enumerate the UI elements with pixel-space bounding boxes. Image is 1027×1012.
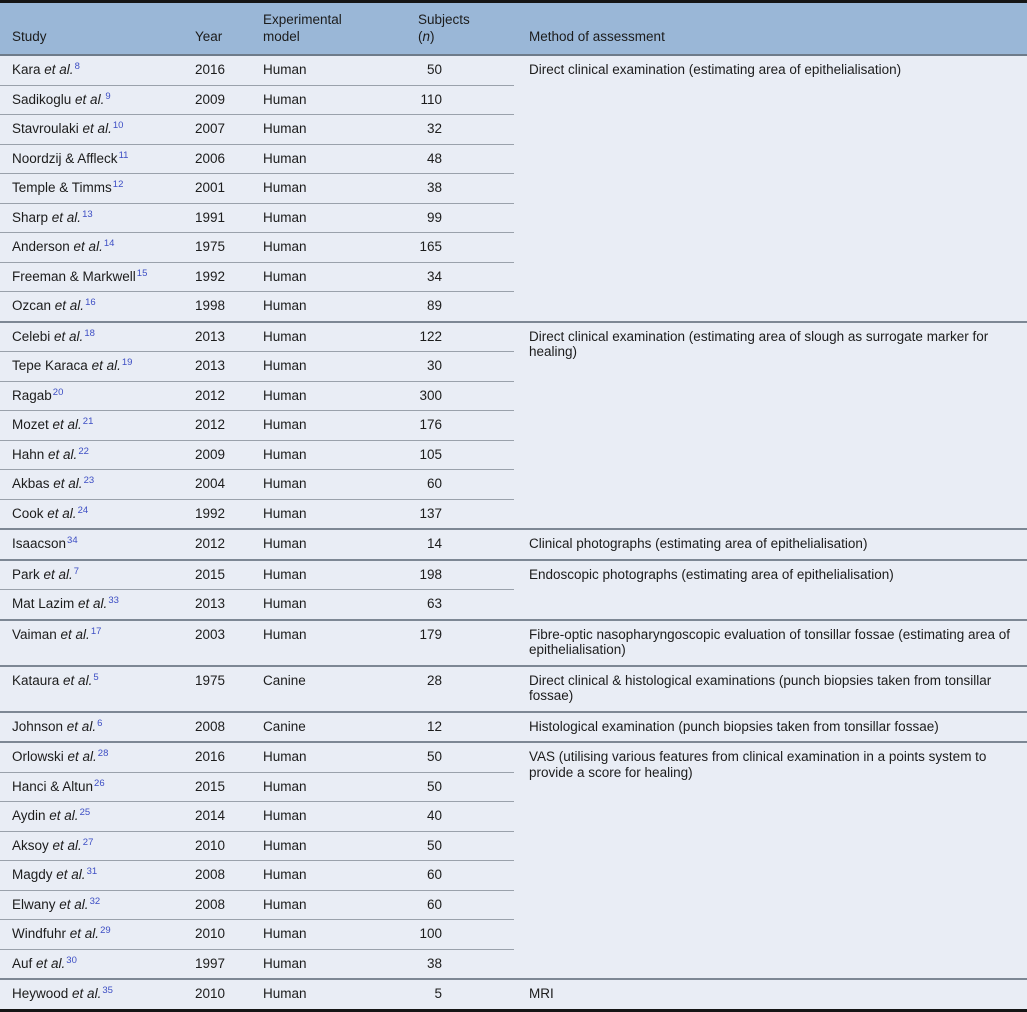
method-cell: Endoscopic photographs (estimating area of epithelialisation) [514, 560, 1027, 620]
model-cell: Human [263, 174, 418, 204]
et-al-label: et al. [53, 476, 83, 491]
year-cell: 2003 [195, 620, 263, 666]
study-cell: Elwany et al.$^{32}$ [0, 890, 195, 920]
reference-link[interactable]: 28 [97, 748, 109, 759]
subjects-cell: 122 [418, 322, 514, 352]
table-row [0, 712, 1027, 743]
reference-link[interactable]: 32 [89, 895, 101, 907]
subjects-cell: 14 [418, 529, 514, 560]
year-cell: 2006 [195, 144, 263, 174]
study-cell: Noordzij & Affleck$^{11}$ [0, 144, 195, 174]
reference-link[interactable]: 23 [83, 475, 95, 486]
model-cell: Canine [263, 712, 418, 743]
study-cell: Aksoy et al.$^{27}$ [0, 831, 195, 861]
study-cell: Johnson et al.$^6$ [0, 712, 195, 743]
year-cell: 2013 [195, 590, 263, 620]
reference-link[interactable]: 27 [82, 836, 94, 848]
year-cell: 2001 [195, 174, 263, 204]
year-cell: 2012 [195, 411, 263, 441]
model-cell: Human [263, 861, 418, 891]
model-cell: Human [263, 772, 418, 802]
subjects-cell: 137 [418, 499, 514, 529]
et-al-label: et al. [36, 955, 66, 971]
model-cell: Human [263, 322, 418, 352]
reference-link[interactable]: 25 [79, 807, 91, 818]
model-cell: Human [263, 440, 418, 470]
year-cell: 2009 [195, 440, 263, 470]
subjects-cell: 48 [418, 144, 514, 174]
study-cell: Akbas et al.$^{23}$ [0, 470, 195, 500]
year-cell: 2016 [195, 55, 263, 85]
et-al-label: et al. [91, 358, 121, 373]
study-cell: Freeman & Markwell$^{15}$ [0, 262, 195, 292]
reference-link[interactable]: 30 [66, 954, 77, 966]
method-cell: Direct clinical examination (estimating area of epithelialisation) [514, 55, 1027, 322]
reference-link[interactable]: 33 [108, 595, 119, 606]
year-cell: 2016 [195, 742, 263, 772]
subjects-cell: 38 [418, 174, 514, 204]
model-cell: Human [263, 831, 418, 861]
study-cell: Windfuhr et al.$^{29}$ [0, 920, 195, 950]
study-cell: Auf et al.$^{30}$ [0, 949, 195, 979]
year-cell: 2010 [195, 920, 263, 950]
model-cell: Human [263, 742, 418, 772]
year-cell: 2012 [195, 529, 263, 560]
model-cell: Human [263, 949, 418, 979]
reference-link[interactable]: 22 [78, 445, 89, 457]
study-cell: Sadikoglu et al.$^9$ [0, 85, 195, 115]
column-header-study-label: Study [12, 29, 47, 44]
study-cell: Temple & Timms$^{12}$ [0, 174, 195, 204]
method-cell: Fibre-optic nasopharyngoscopic evaluation of tonsillar fossae (estimating area of epithelialisation) [514, 620, 1027, 666]
model-cell: Human [263, 890, 418, 920]
study-cell: Heywood et al.$^{35}$ [0, 979, 195, 1010]
subjects-cell: 34 [418, 262, 514, 292]
et-al-label: et al. [44, 62, 74, 77]
et-al-label: et al. [67, 749, 97, 764]
method-cell: MRI [514, 979, 1027, 1010]
et-al-label: et al. [73, 239, 103, 254]
model-cell: Human [263, 802, 418, 832]
subjects-cell: 176 [418, 411, 514, 441]
column-header-subjects-paren-close: ) [430, 29, 435, 44]
et-al-label: et al. [51, 209, 82, 225]
year-cell: 2007 [195, 115, 263, 145]
reference-link[interactable]: 20 [52, 386, 64, 398]
subjects-cell: 99 [418, 203, 514, 233]
year-cell: 1992 [195, 499, 263, 529]
study-cell: Anderson et al.$^{14}$ [0, 233, 195, 263]
reference-link[interactable]: 35 [102, 985, 113, 996]
study-cell: Ragab$^{20}$ [0, 381, 195, 411]
subjects-cell: 60 [418, 861, 514, 891]
year-cell: 2009 [195, 85, 263, 115]
et-al-label: et al. [63, 672, 93, 688]
table-row [0, 322, 1027, 352]
reference-link[interactable]: 24 [77, 504, 89, 516]
et-al-label: et al. [66, 718, 97, 734]
subjects-cell: 50 [418, 772, 514, 802]
et-al-label: et al. [52, 837, 82, 853]
model-cell: Human [263, 470, 418, 500]
study-cell: Kara et al.$^8$ [0, 55, 195, 85]
subjects-cell: 60 [418, 890, 514, 920]
reference-link[interactable]: 9 [105, 90, 111, 102]
et-al-label: et al. [59, 896, 89, 912]
year-cell: 1992 [195, 262, 263, 292]
subjects-cell: 30 [418, 352, 514, 382]
reference-link[interactable]: 12 [112, 179, 124, 190]
subjects-cell: 38 [418, 949, 514, 979]
subjects-cell: 179 [418, 620, 514, 666]
model-cell: Human [263, 262, 418, 292]
et-al-label: et al. [75, 91, 105, 107]
et-al-label: et al. [54, 328, 84, 344]
reference-link[interactable]: 13 [82, 208, 93, 220]
et-al-label: et al. [48, 446, 78, 462]
model-cell: Human [263, 292, 418, 322]
study-cell: Ozcan et al.$^{16}$ [0, 292, 195, 322]
subjects-cell: 5 [418, 979, 514, 1010]
year-cell: 2013 [195, 352, 263, 382]
study-cell: Vaiman et al.$^{17}$ [0, 620, 195, 666]
table-row [0, 666, 1027, 712]
study-cell: Park et al.$^7$ [0, 560, 195, 590]
table-row [0, 529, 1027, 560]
model-cell: Human [263, 920, 418, 950]
year-cell: 2015 [195, 772, 263, 802]
model-cell: Human [263, 560, 418, 590]
model-cell: Human [263, 620, 418, 666]
reference-link[interactable]: 10 [112, 120, 124, 131]
reference-link[interactable]: 21 [82, 416, 94, 427]
study-cell: Kataura et al.$^5$ [0, 666, 195, 712]
study-cell: Sharp et al.$^{13}$ [0, 203, 195, 233]
subjects-cell: 63 [418, 590, 514, 620]
model-cell: Human [263, 381, 418, 411]
model-cell: Human [263, 203, 418, 233]
year-cell: 1998 [195, 292, 263, 322]
reference-link[interactable]: 18 [84, 327, 95, 339]
reference-link[interactable]: 14 [103, 238, 115, 249]
study-cell: Hahn et al.$^{22}$ [0, 440, 195, 470]
column-header-model-line1: Experimental [263, 12, 342, 27]
model-cell: Human [263, 529, 418, 560]
column-header-method [514, 2, 1027, 56]
subjects-cell: 12 [418, 712, 514, 743]
study-cell: Magdy et al.$^{31}$ [0, 861, 195, 891]
model-cell: Human [263, 411, 418, 441]
model-cell: Human [263, 85, 418, 115]
reference-link[interactable]: 26 [94, 777, 105, 789]
column-header-method-label: Method of assessment [529, 29, 665, 44]
column-header-subjects-paren-open: ( [418, 29, 423, 44]
et-al-label: et al. [43, 566, 73, 582]
et-al-label: et al. [52, 417, 82, 432]
subjects-cell: 50 [418, 742, 514, 772]
year-cell: 2010 [195, 979, 263, 1010]
reference-link[interactable]: 19 [121, 357, 133, 368]
reference-link[interactable]: 29 [100, 925, 111, 936]
reference-link[interactable]: 34 [67, 535, 78, 546]
model-cell: Human [263, 590, 418, 620]
method-cell: Clinical photographs (estimating area of epithelialisation) [514, 529, 1027, 560]
year-cell: 2008 [195, 712, 263, 743]
method-cell: Direct clinical & histological examinations (punch biopsies taken from tonsillar fossae) [514, 666, 1027, 712]
model-cell: Canine [263, 666, 418, 712]
subjects-cell: 100 [418, 920, 514, 950]
et-al-label: et al. [72, 986, 102, 1001]
study-cell: Mat Lazim et al.$^{33}$ [0, 590, 195, 620]
header-row [0, 2, 1027, 56]
year-cell: 2014 [195, 802, 263, 832]
subjects-cell: 198 [418, 560, 514, 590]
reference-link[interactable]: 5 [93, 671, 99, 683]
et-al-label: et al. [47, 505, 77, 521]
subjects-cell: 32 [418, 115, 514, 145]
method-cell: Histological examination (punch biopsies taken from tonsillar fossae) [514, 712, 1027, 743]
subjects-cell: 300 [418, 381, 514, 411]
subjects-cell: 165 [418, 233, 514, 263]
et-al-label: et al. [69, 926, 100, 941]
year-cell: 1991 [195, 203, 263, 233]
year-cell: 1975 [195, 666, 263, 712]
reference-link[interactable]: 16 [85, 297, 96, 308]
reference-link[interactable]: 8 [74, 61, 80, 72]
model-cell: Human [263, 115, 418, 145]
method-cell: VAS (utilising various features from clinical examination in a points system to provide a score for healing) [514, 742, 1027, 979]
year-cell: 2015 [195, 560, 263, 590]
model-cell: Human [263, 144, 418, 174]
study-cell: Isaacson$^{34}$ [0, 529, 195, 560]
column-header-year-label: Year [195, 29, 223, 44]
et-al-label: et al. [56, 867, 86, 882]
column-header-model [263, 2, 418, 56]
year-cell: 2013 [195, 322, 263, 352]
et-al-label: et al. [60, 626, 90, 642]
table-body [0, 55, 1027, 1010]
study-cell: Celebi et al.$^{18}$ [0, 322, 195, 352]
reference-link[interactable]: 31 [86, 866, 98, 877]
study-cell: Cook et al.$^{24}$ [0, 499, 195, 529]
subjects-cell: 28 [418, 666, 514, 712]
column-header-year [195, 2, 263, 56]
et-al-label: et al. [54, 298, 85, 313]
table-header [0, 2, 1027, 56]
model-cell: Human [263, 979, 418, 1010]
model-cell: Human [263, 499, 418, 529]
subjects-cell: 60 [418, 470, 514, 500]
year-cell: 2012 [195, 381, 263, 411]
et-al-label: et al. [82, 121, 112, 136]
table-row [0, 55, 1027, 85]
year-cell: 2008 [195, 861, 263, 891]
et-al-label: et al. [49, 808, 79, 823]
study-cell: Mozet et al.$^{21}$ [0, 411, 195, 441]
reference-link[interactable]: 7 [73, 565, 80, 577]
column-header-subjects-line1: Subjects [418, 12, 470, 27]
subjects-cell: 89 [418, 292, 514, 322]
year-cell: 2004 [195, 470, 263, 500]
year-cell: 1997 [195, 949, 263, 979]
table-row [0, 620, 1027, 666]
subjects-cell: 50 [418, 831, 514, 861]
subjects-cell: 50 [418, 55, 514, 85]
column-header-study [0, 2, 195, 56]
reference-link[interactable]: 6 [97, 717, 103, 729]
reference-link[interactable]: 11 [118, 149, 129, 161]
column-header-subjects-n: n [422, 29, 431, 44]
study-cell: Hanci & Altun$^{26}$ [0, 772, 195, 802]
study-cell: Aydin et al.$^{25}$ [0, 802, 195, 832]
method-cell: Direct clinical examination (estimating area of slough as surrogate marker for healing) [514, 322, 1027, 530]
et-al-label: et al. [78, 596, 108, 611]
subjects-cell: 110 [418, 85, 514, 115]
column-header-subjects [418, 2, 514, 56]
year-cell: 1975 [195, 233, 263, 263]
table-row [0, 560, 1027, 590]
year-cell: 2010 [195, 831, 263, 861]
reference-link[interactable]: 17 [90, 625, 102, 637]
model-cell: Human [263, 55, 418, 85]
model-cell: Human [263, 352, 418, 382]
model-cell: Human [263, 233, 418, 263]
subjects-cell: 105 [418, 440, 514, 470]
column-header-model-line2: model [263, 29, 300, 44]
study-cell: Tepe Karaca et al.$^{19}$ [0, 352, 195, 382]
study-cell: Stavroulaki et al.$^{10}$ [0, 115, 195, 145]
year-cell: 2008 [195, 890, 263, 920]
study-cell: Orlowski et al.$^{28}$ [0, 742, 195, 772]
subjects-cell: 40 [418, 802, 514, 832]
table-row [0, 979, 1027, 1010]
reference-link[interactable]: 15 [136, 267, 148, 279]
table-row [0, 742, 1027, 772]
